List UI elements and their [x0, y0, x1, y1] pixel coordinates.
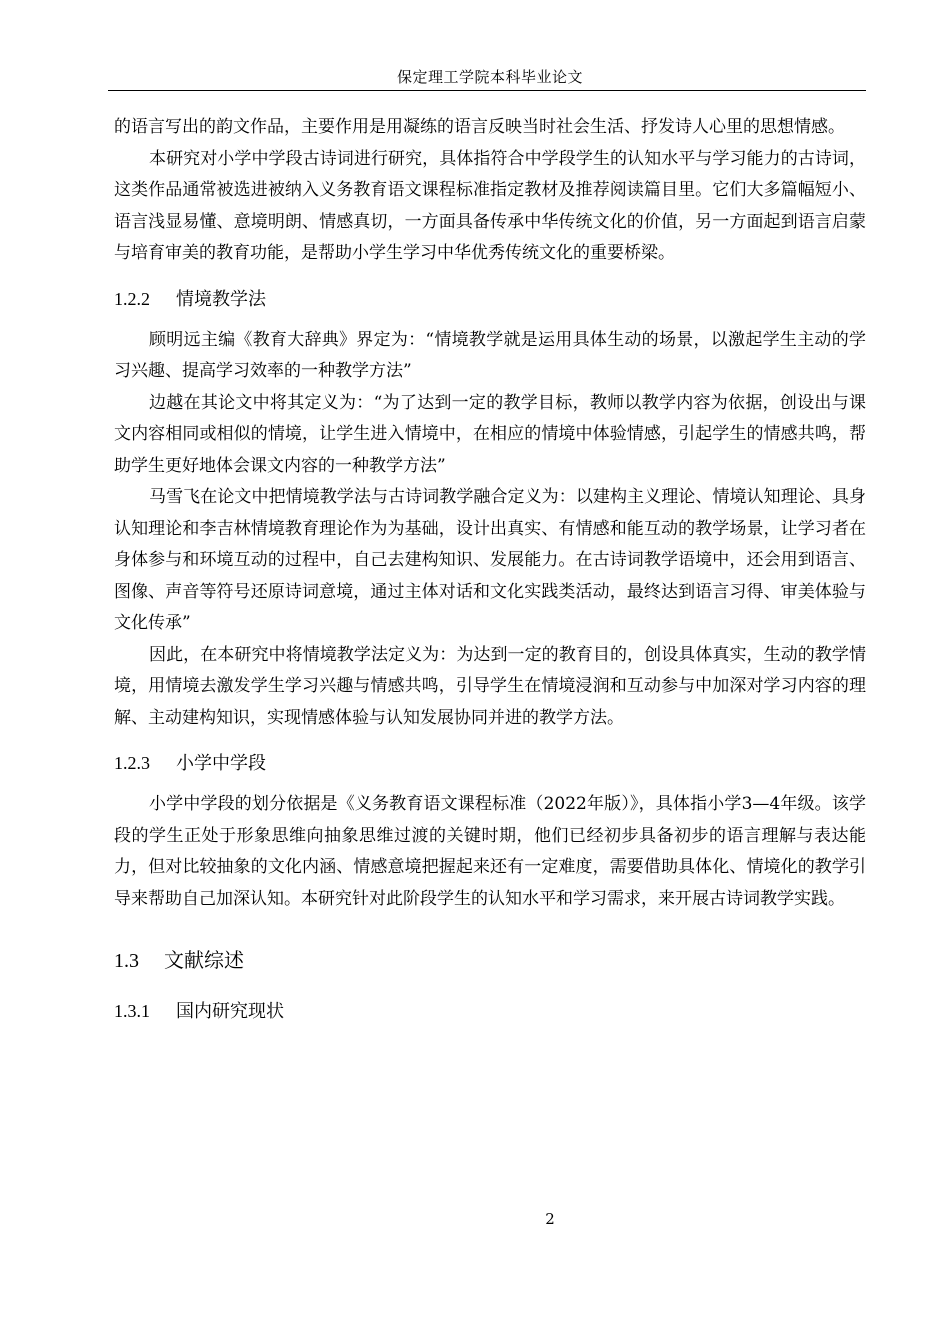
section-title: 文献综述 — [164, 948, 244, 972]
section-heading-1-2-2 — [114, 284, 866, 315]
section-heading-1-3-1 — [114, 996, 866, 1027]
section-heading-1-2-3 — [114, 748, 866, 779]
paragraph-definition-ma: 马雪飞在论文中把情境教学法与古诗词教学融合定义为：以建构主义理论、情境认知理论、具身认知理论和李吉林情境教育理论作为为基础，设计出真实、有情感和能互动的教学场景，让学习者在身体参与和环境互动的过程中，自己去建构知识、发展能力。在古诗词教学语境中，还会用到语言、图像、声音等符号还原诗词意境，通过主体对话和文化实践类活动，最终达到语言习得、审美体验与文化传承” — [114, 487, 866, 633]
paragraph-definition-gu: 顾明远主编《教育大辞典》界定为：“情境教学就是运用具体生动的场景，以激起学生主动的学习兴趣、提高学习效率的一种教学方法” — [114, 329, 866, 381]
section-number: 1.2.2 — [114, 288, 150, 309]
section-title: 小学中学段 — [176, 753, 266, 774]
paragraph-research-scope: 本研究对小学中学段古诗词进行研究，具体指符合中学段学生的认知水平与学习能力的古诗词，这类作品通常被选进被纳入义务教育语文课程标准指定教材及推荐阅读篇目里。它们大多篇幅短小、语言浅显易懂、意境明朗、情感真切，一方面具备传承中华传统文化的价值，另一方面起到语言启蒙与培育审美的教育功能，是帮助小学生学习中华优秀传统文化的重要桥梁。 — [114, 148, 866, 263]
header-divider — [108, 90, 866, 91]
section-title: 国内研究现状 — [176, 1001, 284, 1022]
section-number: 1.2.3 — [114, 753, 150, 773]
paragraph-definition-this-study: 因此，在本研究中将情境教学法定义为：为达到一定的教育目的，创设具体真实，生动的教学情境，用情境去激发学生学习兴趣与情感共鸣，引导学生在情境浸润和互动参与中加深对学习内容的理解、主动建构知识，实现情感体验与认知发展协同并进的教学方法。 — [114, 644, 866, 728]
section-number: 1.3.1 — [114, 1001, 150, 1021]
section-number: 1.3 — [114, 950, 139, 972]
running-header: 保定理工学院本科毕业论文 — [396, 68, 583, 86]
paragraph-middle-grade: 小学中学段的划分依据是《义务教育语文课程标准（2022年版）》，具体指小学3—4年级。该学段的学生正处于形象思维向抽象思维过渡的关键时期，他们已经初步具备初步的语言理解与表达能力，但对比较抽象的文化内涵、情感意境把握起来还有一定难度，需要借助具体化、情境化的教学引导来帮助自己加深认知。本研究针对此阶段学生的认知水平和学习需求，来开展古诗词教学实践。 — [114, 794, 866, 909]
body-text — [114, 112, 866, 1027]
section-heading-1-3 — [114, 943, 866, 978]
paragraph-continuation: 的语言写出的韵文作品，主要作用是用凝练的语言反映当时社会生活、抒发诗人心里的思想情感。 — [114, 117, 845, 137]
page-number: 2 — [545, 1210, 555, 1228]
section-title: 情境教学法 — [176, 288, 266, 310]
paragraph-definition-bian: 边越在其论文中将其定义为：“为了达到一定的教学目标，教师以教学内容为依据，创设出与课文内容相同或相似的情境，让学生进入情境中，在相应的情境中体验情感，引起学生的情感共鸣，帮助学生更好地体会课文内容的一种教学方法” — [114, 392, 866, 476]
